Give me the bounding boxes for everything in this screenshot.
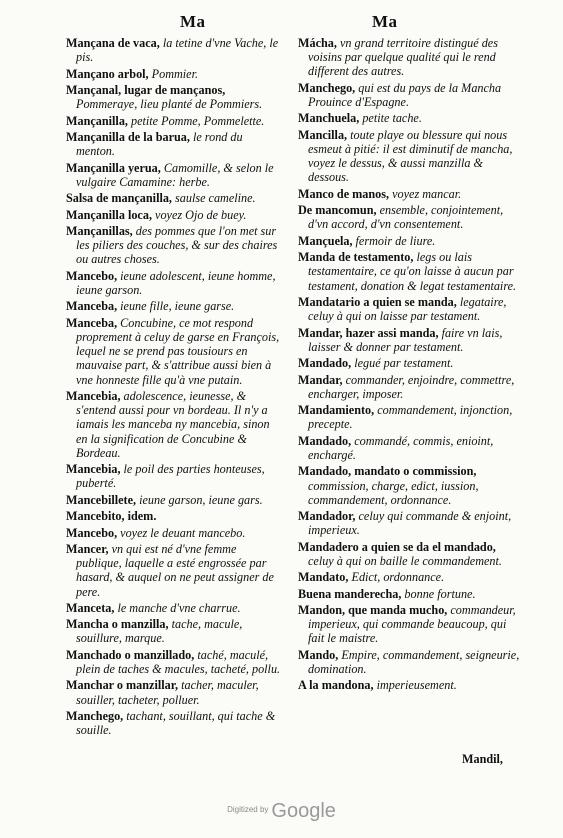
dictionary-entry [298, 356, 524, 370]
entry-definition: faire vn lais, laisser & donner par testament. [308, 325, 503, 354]
dictionary-entry [66, 617, 284, 645]
entry-definition: bonne fortune. [404, 586, 476, 601]
entry-headword: Mandadero a quien se da el mandado, [298, 539, 496, 554]
dictionary-entry [298, 464, 524, 507]
entry-definition: fermoir de liure. [355, 233, 436, 248]
dictionary-entry [66, 208, 284, 222]
entry-headword: Manceba, [66, 315, 118, 330]
dictionary-entry [298, 373, 524, 401]
entry-definition: legataire, celuy à qui on laisse par testament. [308, 294, 507, 324]
dictionary-entry [66, 316, 284, 387]
entry-headword: Salsa de mançanilla, [66, 191, 172, 206]
dictionary-entry [298, 81, 524, 109]
entry-headword: Manchuela, [298, 111, 360, 126]
entry-definition: petite tache. [362, 111, 422, 126]
entry-definition: voyez Ojo de buey. [155, 207, 247, 222]
header-left: Ma [180, 12, 206, 31]
entry-definition: ensemble, conjointement, d'vn accord, d'vn consentement. [308, 203, 504, 232]
dictionary-entry [66, 648, 284, 676]
dictionary-entry [66, 114, 284, 128]
entry-definition: legs ou lais testamentaire, ce qu'on laisse à aucun par testament, donation & legat testamentaire. [308, 250, 517, 293]
dictionary-entry [298, 326, 524, 354]
entry-headword: Mançuela, [298, 233, 353, 248]
entry-headword: Mandado, [298, 433, 352, 448]
dictionary-entry [298, 648, 524, 676]
dictionary-entry [66, 67, 284, 81]
header-right: Ma [372, 12, 398, 31]
entry-headword: Manco de manos, [298, 186, 390, 201]
entry-definition: ieune fille, ieune garse. [120, 299, 235, 314]
entry-headword: Mandatario a quien se manda, [298, 294, 457, 309]
entry-headword: Manchego, [298, 80, 356, 95]
digitized-by-label: Digitized by [227, 805, 269, 814]
entry-headword: Mancer, [66, 541, 109, 556]
entry-headword: Mando, [298, 647, 339, 662]
entry-headword: Mandar, [298, 372, 343, 387]
entry-headword: Mancebo, [66, 525, 118, 540]
entry-definition: qui est du pays de la Mancha Prouince d'Espagne. [308, 80, 502, 109]
entry-headword: Mançanilla loca, [66, 207, 152, 222]
entry-definition: tache, macule, souillure, marque. [76, 617, 243, 646]
dictionary-entry [298, 540, 524, 568]
dictionary-entry [66, 493, 284, 507]
entry-definition: celuy qui commande & enjoint, imperieux. [308, 509, 512, 538]
entry-definition: commander, enjoindre, commettre, encharger, imposer. [308, 372, 515, 401]
entry-definition: ieune garson, ieune gars. [139, 492, 263, 507]
entry-headword: Mancebo, [66, 268, 118, 283]
entry-definition: vn grand territoire distingué des voisins par quelque qualité qui le rend different des autres. [308, 36, 498, 79]
entry-headword: Mandar, hazer assi manda, [298, 325, 439, 340]
entry-headword: Mancebia, [66, 462, 121, 477]
entry-definition: vn qui est né d'vne femme publique, laquelle a esté engrossée par hasard, & auquel on ne peut assigner de pere. [76, 541, 274, 599]
entry-headword: Manchar o manzillar, [66, 678, 179, 693]
entry-headword: Manchado o manzillado, [66, 647, 195, 662]
catchword: Mandil, [462, 752, 503, 766]
entry-definition: Pommier. [151, 66, 199, 81]
dictionary-entry [66, 269, 284, 297]
entry-headword: Mancebia, [66, 388, 121, 403]
dictionary-entry [66, 601, 284, 615]
entry-headword: Mandon, que manda mucho, [298, 603, 448, 618]
dictionary-entry [298, 570, 524, 584]
left-column [66, 36, 284, 740]
dictionary-entry [298, 678, 524, 692]
entry-headword: Mançano arbol, [66, 66, 149, 81]
entry-definition: tachant, souillant, qui tache & souille. [76, 709, 276, 738]
entry-definition: le manche d'vne charrue. [117, 600, 241, 615]
dictionary-entry [298, 509, 524, 537]
dictionary-entry [66, 678, 284, 706]
right-column [298, 36, 524, 695]
dictionary-entry [298, 234, 524, 248]
entry-definition: voyez mancar. [392, 186, 462, 201]
entry-definition: commandé, commis, enioint, enchargé. [308, 433, 494, 462]
dictionary-entry [66, 389, 284, 460]
dictionary-entry [298, 403, 524, 431]
dictionary-entry [66, 191, 284, 205]
entry-definition: imperieusement. [376, 678, 457, 693]
entry-headword: Manda de testamento, [298, 250, 414, 265]
entry-headword: Mancebito, idem. [66, 509, 157, 524]
dictionary-entry [298, 111, 524, 125]
entry-definition: toute playe ou blessure qui nous esmeut à pitié: il est diminutif de mancha, voyez le dessus, & aussi manzilla & dessous. [308, 127, 513, 185]
entry-headword: Manceta, [66, 600, 115, 615]
dictionary-entry [66, 462, 284, 490]
entry-headword: Mancha o manzilla, [66, 617, 169, 632]
entry-definition: celuy à qui on baille le commandement. [308, 553, 502, 568]
dictionary-entry [66, 526, 284, 540]
entry-headword: Mandador, [298, 509, 356, 524]
entry-headword: Mançanilla yerua, [66, 160, 161, 175]
entry-definition: le poil des parties honteuses, puberté. [76, 462, 265, 491]
entry-definition: des pommes que l'on met sur les piliers des couches, & sur des chaires ou autres choses. [76, 223, 278, 267]
entry-headword: Mançanal, lugar de mançanos, [66, 82, 226, 97]
dictionary-entry [66, 509, 284, 523]
dictionary-entry [66, 36, 284, 64]
dictionary-entry [66, 130, 284, 158]
entry-headword: Mancebillete, [66, 492, 137, 507]
entry-headword: Mandado, [298, 356, 352, 371]
entry-headword: Mandato, [298, 570, 349, 585]
dictionary-entry [298, 295, 524, 323]
entry-definition: voyez le deuant mancebo. [120, 525, 246, 540]
entry-definition: la tetine d'vne Vache, le pis. [76, 36, 279, 65]
entry-definition: taché, maculé, plein de taches & macules, tacheté, pollu. [76, 647, 281, 677]
dictionary-entry [66, 224, 284, 267]
entry-headword: Mandamiento, [298, 403, 375, 418]
entry-headword: Manchego, [66, 709, 124, 724]
entry-headword: De mancomun, [298, 203, 377, 218]
entry-headword: Mancilla, [298, 127, 348, 142]
entry-definition: legué par testament. [354, 356, 454, 371]
running-header [0, 12, 563, 34]
digitization-footer [0, 800, 563, 823]
dictionary-entry [66, 83, 284, 111]
entry-definition: tacher, maculer, souiller, tacheter, polluer. [76, 678, 259, 707]
entry-headword: Mançanilla, [66, 113, 128, 128]
entry-definition: commandement, injonction, precepte. [308, 403, 513, 432]
dictionary-entry [66, 542, 284, 599]
entry-headword: Buena manderecha, [298, 586, 402, 601]
dictionary-entry [298, 203, 524, 231]
dictionary-entry [298, 36, 524, 79]
entry-definition: Empire, commandement, seigneurie, domination. [308, 647, 520, 677]
dictionary-entry [298, 434, 524, 462]
dictionary-entry [298, 250, 524, 293]
entry-definition: Pommeraye, lieu planté de Pommiers. [76, 97, 263, 112]
dictionary-entry [66, 161, 284, 189]
dictionary-entry [66, 709, 284, 737]
google-logo: Google [271, 800, 336, 822]
entry-definition: commission, charge, edict, iussion, commandement, ordonnance. [308, 478, 479, 507]
dictionary-entry [298, 128, 524, 185]
dictionary-entry [298, 187, 524, 201]
dictionary-entry [66, 299, 284, 313]
entry-definition: Concubine, ce mot respond proprement à celuy de garse en François, lequel ne se prend pas tousiours en mauvaise part, & s'attribue aussi bien à vne honneste fille qu'à vne putain. [76, 315, 280, 387]
entry-definition: ieune adolescent, ieune homme, ieune garson. [76, 268, 276, 297]
dictionary-entry [298, 603, 524, 646]
entry-definition: adolescence, ieunesse, & s'entend aussi pour vn bordeau. Il n'y a iamais les manceba ny mancebia, sinon en la signification de Concubine & Bordeau. [76, 388, 270, 460]
entry-definition: Camomille, & selon le vulgaire Camamine: herbe. [76, 160, 274, 189]
entry-definition: commandeur, imperieux, qui commande beaucoup, qui fait le maistre. [308, 603, 516, 646]
dictionary-entry [298, 587, 524, 601]
entry-definition: Edict, ordonnance. [351, 570, 445, 585]
entry-definition: saulse cameline. [175, 191, 256, 206]
entry-headword: Mançanillas, [66, 223, 133, 238]
entry-definition: le rond du menton. [76, 129, 243, 159]
entry-headword: Mandado, mandato o commission, [298, 464, 477, 479]
entry-definition: petite Pomme, Pommelette. [131, 113, 265, 128]
entry-headword: Mançana de vaca, [66, 36, 160, 50]
entry-headword: A la mandona, [298, 678, 374, 693]
entry-headword: Mácha, [298, 36, 337, 50]
entry-headword: Mançanilla de la barua, [66, 129, 190, 144]
entry-headword: Manceba, [66, 299, 118, 314]
